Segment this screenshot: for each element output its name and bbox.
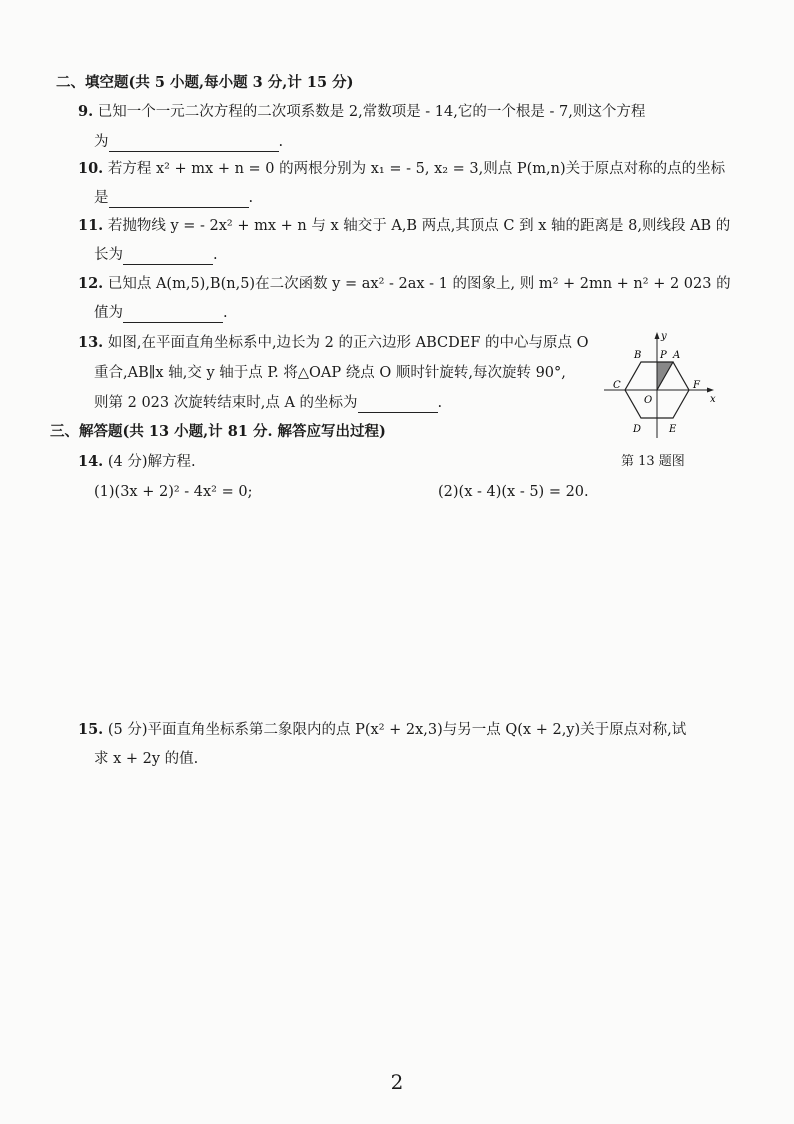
label-x: x	[710, 394, 716, 405]
question-10-text: 若方程 x² + mx + n = 0 的两根分别为 x₁ = - 5, x₂ = 3,则点 P(m,n)关于原点对称的点的坐标	[107, 161, 726, 177]
question-11-end: .	[213, 247, 218, 263]
question-13-line3	[94, 393, 442, 413]
answer-blank-9[interactable]	[109, 135, 279, 152]
page-number: 2	[390, 1070, 404, 1094]
x-axis-arrow-icon	[707, 388, 714, 393]
question-11-prefix: 长为	[94, 247, 123, 263]
question-10-line2	[94, 188, 253, 208]
label-a: A	[673, 350, 681, 361]
label-d: D	[633, 424, 642, 435]
question-12-number: 12.	[78, 275, 104, 292]
question-13-end: .	[437, 395, 443, 411]
question-9-number: 9.	[78, 103, 94, 120]
question-13-text: 如图,在平面直角坐标系中,边长为 2 的正六边形 ABCDEF 的中心与原点 O	[107, 335, 589, 351]
question-12-line1	[78, 274, 731, 294]
label-y: y	[661, 331, 667, 342]
question-11-text: 若抛物线 y = - 2x² + mx + n 与 x 轴交于 A,B 两点,其顶点 C 到 x 轴的距离是 8,则线段 AB 的	[107, 218, 731, 234]
question-10-line1	[78, 159, 725, 179]
question-10-number: 10.	[78, 160, 104, 177]
question-13-line2: 重合,AB∥x 轴,交 y 轴于点 P. 将△OAP 绕点 O 顺时针旋转,每次旋转 90°,	[94, 365, 566, 381]
question-15-number: 15.	[78, 721, 104, 738]
figure-caption: 第 13 题图	[621, 454, 685, 469]
question-9-end: .	[278, 134, 284, 150]
answer-blank-12[interactable]	[123, 306, 223, 323]
question-12-end: .	[223, 305, 228, 321]
question-12-text: 已知点 A(m,5),B(n,5)在二次函数 y = ax² - 2ax - 1 的图象上, 则 m² + 2mn + n² + 2 023 的	[107, 276, 731, 292]
question-14-line1	[78, 452, 196, 472]
question-12-line2	[94, 303, 228, 323]
question-12-prefix: 值为	[94, 305, 123, 321]
answer-blank-13[interactable]	[358, 396, 438, 413]
question-11-line2	[94, 245, 218, 265]
y-axis-arrow-icon	[655, 332, 660, 339]
question-14-part1: (1)(3x + 2)² - 4x² = 0;	[94, 484, 253, 500]
question-14-part2: (2)(x - 4)(x - 5) = 20.	[438, 484, 589, 500]
section2-heading: 二、填空题(共 5 小题,每小题 3 分,计 15 分)	[56, 74, 354, 91]
question-9-line2	[94, 132, 283, 152]
question-9-text: 已知一个一元二次方程的二次项系数是 2,常数项是 - 14,它的一个根是 - 7,则这个方程	[97, 104, 646, 120]
label-c: C	[613, 380, 621, 391]
question-9-line1	[78, 102, 645, 122]
label-f: F	[693, 380, 700, 391]
question-10-end: .	[248, 190, 254, 206]
label-p: P	[660, 350, 667, 361]
label-e: E	[669, 424, 677, 435]
hexagon-figure	[600, 330, 720, 442]
question-11-number: 11.	[78, 217, 104, 234]
question-15-line2: 求 x + 2y 的值.	[94, 751, 199, 767]
question-13-line1	[78, 333, 588, 353]
question-11-line1	[78, 216, 730, 236]
question-13-number: 13.	[78, 334, 104, 351]
label-b: B	[634, 350, 642, 361]
question-15-text: (5 分)平面直角坐标系第二象限内的点 P(x² + 2x,3)与另一点 Q(x + 2,y)关于原点对称,试	[107, 722, 687, 738]
label-o: O	[644, 395, 653, 406]
question-14-number: 14.	[78, 453, 104, 470]
question-15-line1	[78, 720, 686, 740]
answer-blank-10[interactable]	[109, 191, 249, 208]
question-9-prefix: 为	[94, 134, 109, 150]
question-14-text: (4 分)解方程.	[107, 454, 196, 470]
question-13-prefix: 则第 2 023 次旋转结束时,点 A 的坐标为	[94, 395, 358, 411]
question-10-prefix: 是	[94, 190, 109, 206]
answer-blank-11[interactable]	[123, 248, 213, 265]
section3-heading: 三、解答题(共 13 小题,计 81 分. 解答应写出过程)	[50, 423, 386, 440]
